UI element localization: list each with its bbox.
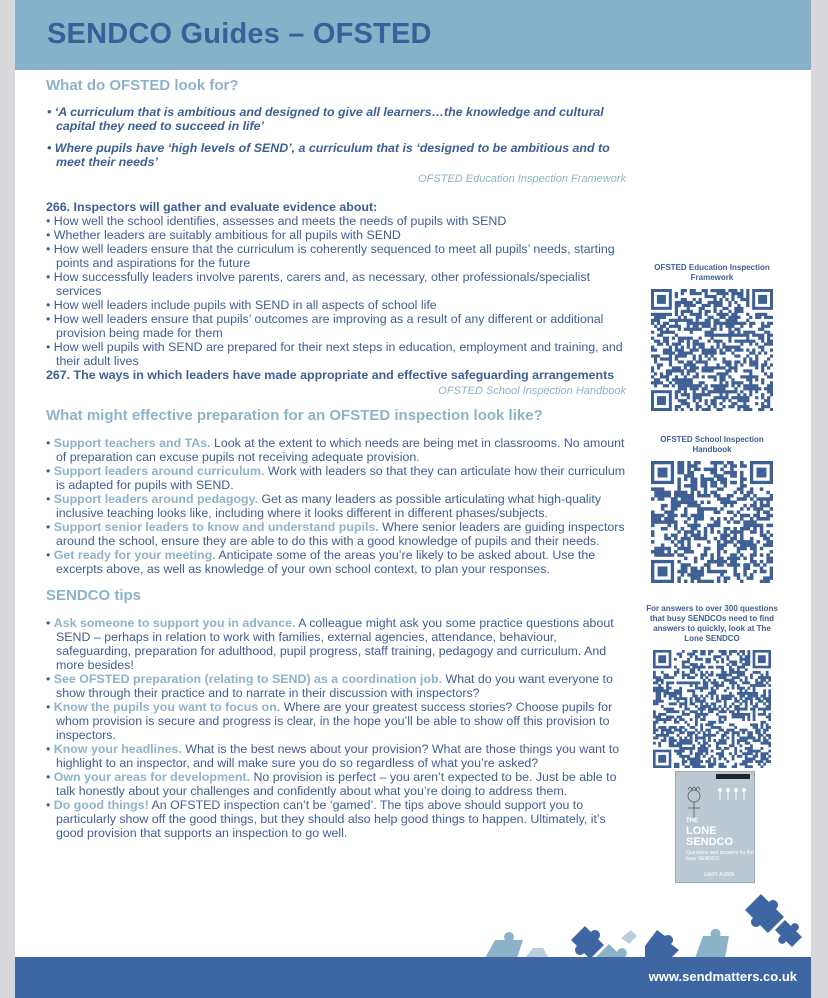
list-item: • How well leaders ensure that the curriculum is coherently sequenced to meet all pupils’ needs, starting points and aspirations for the future [46,242,615,270]
qr-block-lone-sendco [643,604,781,771]
sendco-tips-list [46,616,626,840]
list-item: • How successfully leaders involve parents, carers and, as necessary, other professionals/specialist services [46,270,591,298]
list-item: • Know your headlines. What is the best news about your provision? What are those things you want to highlight to an inspector, and will make sure you do so regardless of what you’re asked? [46,742,620,770]
section-heading-ofsted-look-for: What do OFSTED look for? [46,77,239,94]
list-item: • How well leaders ensure that pupils’ outcomes are improving as a result of any different or additional provision being made for them [46,312,604,340]
section-heading-preparation: What might effective preparation for an OFSTED inspection look like? [46,407,543,424]
list-item: • Support leaders around curriculum. Work with leaders so that they can articulate how their curriculum is adapted for pupils with SEND. [46,464,626,492]
list-item: • Do good things! An OFSTED inspection can’t be ‘gamed’. The tips above should support you to particularly show off the good things, but they should also help good things to happen. Ultimately, it’s good provision that supports an inspection to go well. [46,798,606,840]
qr-caption: For answers to over 300 questions that busy SENDCOs need to find answers to quickly, look at The Lone SENDCO [646,604,778,643]
list-item: • Own your areas for development. No provision is perfect – you aren’t expected to be. Just be able to talk honestly about your challenges and confidently about what you’re doing to address them. [46,770,617,798]
book-cover-lone-sendco[interactable] [675,771,755,883]
list-item: • Know the pupils you want to focus on. Where are your greatest success stories? Choose pupils for whom provision is secure and progress is clear, in the hope you’ll be able to show off this provision to inspectors. [46,700,613,742]
qr-code-icon[interactable] [651,461,773,583]
curriculum-quote: • ‘A curriculum that is ambitious and designed to give all learners…the knowledge and cultural capital they need to succeed in life’ [47,105,604,133]
puzzle-pieces-icon [445,880,811,958]
point-267: 267. The ways in which leaders have made appropriate and effective safeguarding arrangements [46,368,615,382]
list-item: • How well leaders include pupils with SEND in all aspects of school life [46,298,437,312]
book-title-prefix: THE [686,818,698,824]
guide-page [15,0,811,998]
preparation-list [46,436,626,576]
footer-banner [15,957,811,998]
header-banner [15,0,811,70]
list-item: • Whether leaders are suitably ambitious for all pupils with SEND [46,228,401,242]
list-item: • How well the school identifies, assesses and meets the needs of pupils with SEND [46,214,507,228]
list-item: • Support teachers and TAs. Look at the extent to which needs are being met in classrooms. No amount of preparation can excuse pupils not receiving adequate provision. [46,436,625,464]
send-curriculum-quote: • Where pupils have ‘high levels of SEND’, a curriculum that is ‘designed to be ambitious and to meet their needs’ [47,141,610,169]
qr-code-icon[interactable] [653,650,771,768]
list-item: • Get ready for your meeting. Anticipate some of the areas you’re likely to be asked about. Use the excerpts above, as well as knowledge of your own school context, to plan your responses. [46,548,596,576]
list-item: • Support leaders around pedagogy. Get as many leaders as possible articulating what high-quality inclusive teaching looks like, including where it looks different in different phases/subjects. [46,492,602,520]
book-title: LONE SENDCO [686,825,734,848]
source-education-framework: OFSTED Education Inspection Framework [418,173,626,185]
source-inspection-handbook: OFSTED School Inspection Handbook [438,385,626,397]
publisher-bar [676,772,754,782]
main-content [46,76,626,840]
qr-caption: OFSTED School Inspection Handbook [660,435,764,454]
qr-block-inspection-handbook [643,435,781,586]
list-item: • How well pupils with SEND are prepared for their next steps in education, employment and training, and their adult lives [46,340,623,368]
website-link[interactable]: www.sendmatters.co.uk [648,969,797,984]
qr-caption: OFSTED Education Inspection Framework [654,263,770,282]
book-author: GARY AUBIN [704,872,735,878]
list-item: • Ask someone to support you in advance. A colleague might ask you some practice questions about SEND – perhaps in relation to work with families, external agencies, attendance, behaviour, safeguarding, preparation for adulthood, pupil progress, staff training, pedagogy and curriculum. And more besides! [46,616,614,672]
section-heading-sendco-tips: SENDCO tips [46,587,142,604]
qr-block-education-framework [643,263,781,414]
list-item: • Support senior leaders to know and understand pupils. Where senior leaders are guiding inspectors around the school, ensure they are able to do this with a good knowledge of pupils and their needs. [46,520,625,548]
inspector-evidence-list [46,214,626,368]
book-subtitle: Questions and answers for the busy SENDCO [686,850,754,862]
list-item: • See OFSTED preparation (relating to SEND) as a coordination job. What do you want everyone to show through their practice and to narrate in their discussion with inspectors? [46,672,613,700]
point-266: 266. Inspectors will gather and evaluate evidence about: [46,200,378,214]
page-title: SENDCO Guides – OFSTED [47,18,432,50]
qr-code-icon[interactable] [651,289,773,411]
